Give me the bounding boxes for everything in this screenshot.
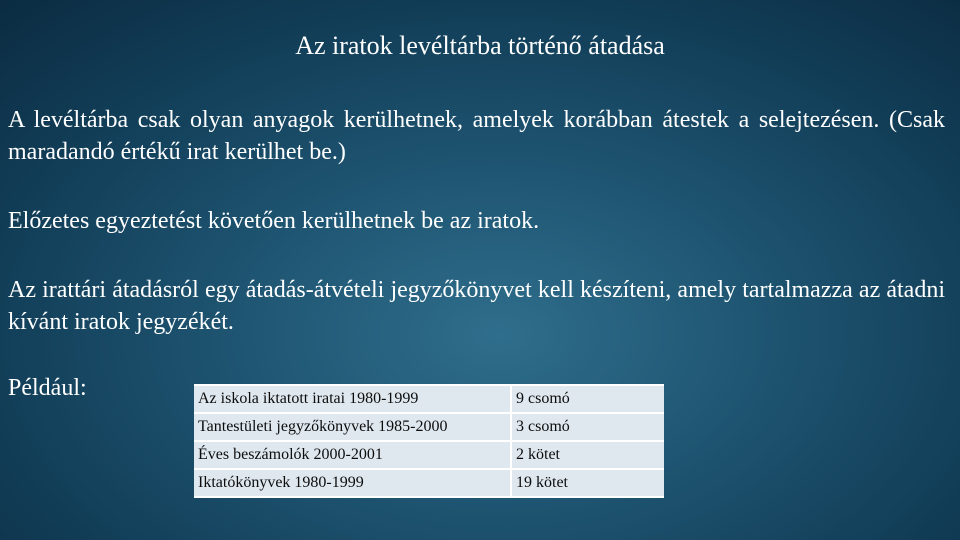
paragraph-selection-requirement: A levéltárba csak olyan anyagok kerülhetnek, amelyek korábban átestek a selejtezésen. (Csak maradandó értékű irat kerülhet be.) (8, 107, 945, 165)
example-label: Például: (8, 375, 87, 401)
table-row (194, 413, 664, 441)
table-cell-name: Éves beszámolók 2000-2001 (194, 441, 511, 469)
table-cell-amount: 3 csomó (511, 413, 664, 441)
table-cell-amount: 9 csomó (511, 385, 664, 413)
table-cell-name: Iktatókönyvek 1980-1999 (194, 469, 511, 497)
table-cell-amount: 19 kötet (511, 469, 664, 497)
table-row (194, 469, 664, 497)
table-row (194, 385, 664, 413)
table-row (194, 441, 664, 469)
table-cell-name: Az iskola iktatott iratai 1980-1999 (194, 385, 511, 413)
slide-title: Az iratok levéltárba történő átadása (295, 31, 665, 60)
paragraph-prior-agreement: Előzetes egyeztetést követően kerülhetnek be az iratok. (8, 208, 540, 234)
table-cell-amount: 2 kötet (511, 441, 664, 469)
table-cell-name: Tantestületi jegyzőkönyvek 1985-2000 (194, 413, 511, 441)
paragraph-handover-protocol: Az irattári átadásról egy átadás-átvételi jegyzőkönyvet kell készíteni, amely tartalmazza az átadni kívánt iratok jegyzékét. (8, 277, 945, 335)
example-table (194, 384, 664, 498)
